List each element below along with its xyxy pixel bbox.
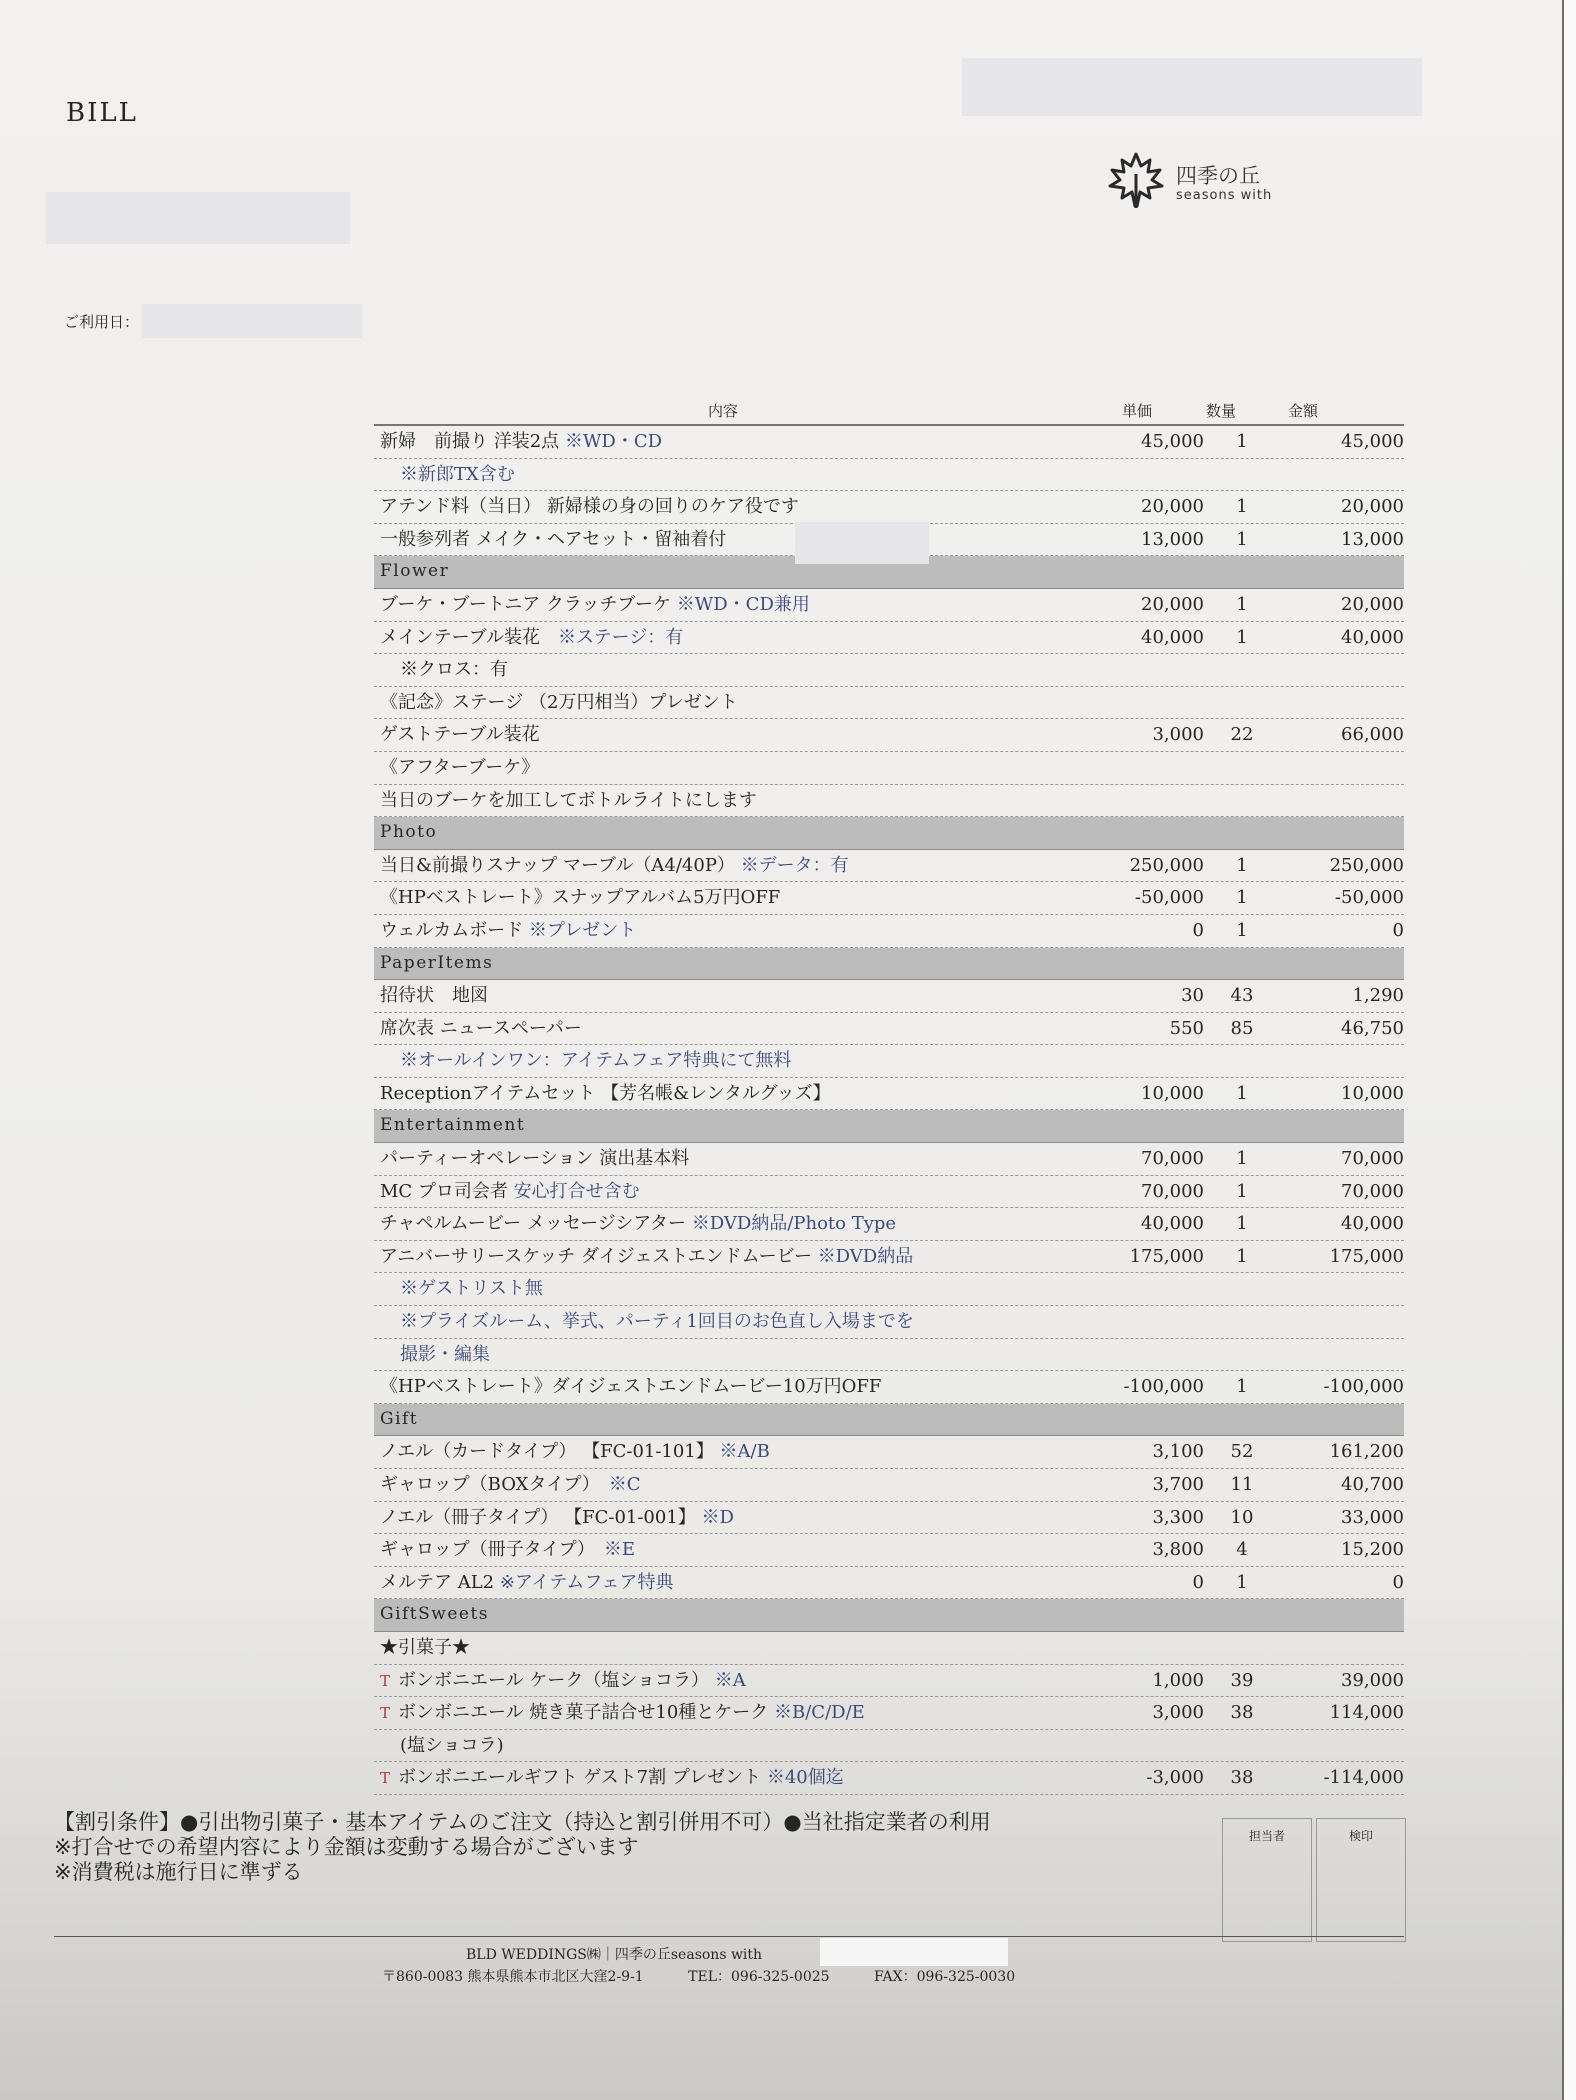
quantity: 1 (1236, 431, 1248, 452)
row-text: ボンボニエール 焼き菓子詰合せ10種とケーク (398, 1702, 775, 1724)
row-text: 席次表 ニュースペーパー (380, 1017, 582, 1039)
quantity: 1 (1236, 626, 1248, 648)
row-text: 《記念》ステージ （2万円相当）プレゼント (380, 691, 738, 713)
row-description (380, 1436, 770, 1468)
row-note: ※プレゼント (529, 919, 637, 941)
row-note: ※WD・CD兼用 (676, 593, 810, 615)
table-row (374, 915, 1404, 948)
row-text: Gift (380, 1408, 419, 1429)
row-note: ※データ：有 (740, 854, 849, 876)
section-header (374, 817, 1404, 850)
amount: 0 (1392, 1571, 1404, 1593)
table-row (374, 1697, 1404, 1730)
quantity: 1 (1236, 1245, 1248, 1267)
row-text: ノエル（カードタイプ） 【FC-01-101】 (380, 1441, 720, 1463)
quantity: 11 (1230, 1474, 1254, 1495)
quantity: 1 (1236, 919, 1248, 941)
row-text: ボンボニエールギフト ゲスト7割 プレゼント (398, 1767, 767, 1789)
quantity: 1 (1236, 496, 1248, 518)
amount: 39,000 (1341, 1669, 1404, 1691)
row-note: ※ステージ：有 (558, 626, 684, 648)
table-header (374, 394, 1404, 426)
quantity: 43 (1230, 985, 1254, 1007)
quantity: 39 (1230, 1669, 1254, 1691)
section-header (374, 948, 1404, 981)
table-row (374, 589, 1404, 622)
unit-price: 0 (1192, 1571, 1204, 1593)
row-text: 一般参列者 メイク・ヘアセット・留袖着付 (380, 528, 727, 550)
table-row (374, 850, 1404, 883)
unit-price: 175,000 (1129, 1245, 1204, 1267)
table-row (374, 1567, 1404, 1600)
row-text: アニバーサリースケッチ ダイジェストエンドムービー (380, 1245, 818, 1267)
row-description (380, 1534, 635, 1566)
table-row (374, 1534, 1404, 1567)
table-row (374, 752, 1404, 785)
discount-terms (54, 1810, 991, 1885)
unit-price: 40,000 (1141, 626, 1204, 648)
unit-price: 20,000 (1141, 593, 1204, 615)
unit-price: -100,000 (1123, 1376, 1204, 1398)
amount: 114,000 (1329, 1702, 1404, 1724)
row-description (380, 1208, 896, 1240)
table-row (374, 1208, 1404, 1241)
row-note: ※40個迄 (766, 1767, 844, 1789)
terms-line: 【割引条件】●引出物引菓子・基本アイテムのご注文（持込と割引併用不可）●当社指定業者の利用 (54, 1810, 991, 1834)
footer-address: 〒860-0083 熊本県熊本市北区大窪2-9-1 (382, 1969, 644, 1985)
table-row (374, 1762, 1404, 1795)
footer-divider (54, 1936, 1404, 1937)
quantity: 1 (1236, 887, 1248, 909)
redaction-block (142, 304, 362, 338)
footer-contact (382, 1966, 1055, 1986)
tax-mark: T (380, 1671, 391, 1690)
amount: -114,000 (1323, 1767, 1404, 1789)
row-text: パーティーオペレーション 演出基本料 (380, 1148, 690, 1170)
amount: 20,000 (1341, 496, 1404, 518)
quantity: 1 (1236, 1180, 1248, 1202)
amount: 161,200 (1329, 1441, 1404, 1463)
row-description (400, 1045, 791, 1077)
sign-box-seal (1316, 1818, 1406, 1942)
table-row (374, 622, 1404, 655)
redaction-block (795, 522, 929, 564)
table-row (374, 1665, 1404, 1698)
table-row (374, 426, 1404, 459)
unit-price: -3,000 (1146, 1767, 1204, 1789)
row-text: ウェルカムボード (380, 919, 530, 941)
row-description (380, 491, 799, 523)
row-description (380, 622, 683, 654)
redaction-block (820, 1938, 1008, 1966)
column-header-amount: 金額 (1288, 402, 1319, 420)
footer-fax: FAX：096-325-0030 (874, 1969, 1016, 1985)
tax-mark: T (380, 1769, 391, 1788)
row-text: (塩ショコラ) (400, 1734, 504, 1756)
quantity: 1 (1236, 1148, 1248, 1170)
table-row (374, 1632, 1404, 1665)
row-description (380, 980, 488, 1012)
row-text: 撮影・編集 (400, 1343, 490, 1365)
amount: 0 (1392, 919, 1404, 941)
section-header (374, 1599, 1404, 1632)
row-description (380, 948, 493, 980)
table-row (374, 1371, 1404, 1404)
unit-price: 40,000 (1141, 1213, 1204, 1235)
logo-subtext: seasons with (1176, 188, 1273, 203)
row-description (380, 882, 780, 914)
quantity: 4 (1236, 1539, 1248, 1561)
row-note: ※E (603, 1539, 636, 1561)
row-description (380, 1176, 640, 1208)
row-text: アテンド料（当日） 新婦様の身の回りのケア役です (380, 496, 799, 518)
table-row (374, 1176, 1404, 1209)
unit-price: 550 (1169, 1017, 1204, 1039)
quantity: 1 (1236, 1571, 1248, 1593)
row-text: ギャロップ（BOXタイプ） (380, 1474, 609, 1495)
unit-price: 10,000 (1141, 1082, 1204, 1104)
note-row (374, 1045, 1404, 1078)
table-row (374, 1078, 1404, 1111)
row-note: ※A (714, 1669, 746, 1691)
row-text: チャペルムービー メッセージシアター (380, 1213, 692, 1235)
unit-price: 3,000 (1152, 1702, 1204, 1724)
table-row (374, 1241, 1404, 1274)
column-header-desc: 内容 (708, 402, 739, 420)
paper-edge (1562, 0, 1576, 2100)
amount: 13,000 (1341, 528, 1404, 550)
table-row (374, 687, 1404, 720)
unit-price: 70,000 (1141, 1148, 1204, 1170)
row-description (380, 1502, 734, 1534)
row-note: ※DVD納品/Photo Type (691, 1213, 897, 1235)
row-text: Photo (380, 822, 438, 843)
redaction-block (46, 192, 350, 244)
usage-date-label: ご利用日： (64, 313, 140, 331)
bill-table (374, 394, 1404, 1795)
note-row (374, 1339, 1404, 1372)
column-header-unit: 単価 (1122, 402, 1153, 420)
row-description (400, 1306, 914, 1338)
row-text: ブーケ・ブートニア クラッチブーケ (380, 593, 677, 615)
row-description (380, 1110, 525, 1142)
amount: 46,750 (1341, 1017, 1404, 1039)
row-text: 《HPベストレート》ダイジェストエンドムービー10万円OFF (380, 1376, 882, 1398)
amount: 70,000 (1341, 1148, 1404, 1170)
row-description (380, 426, 662, 458)
amount: 40,700 (1341, 1474, 1404, 1495)
table-row (374, 1143, 1404, 1176)
row-text: ボンボニエール ケーク（塩ショコラ） (398, 1669, 715, 1691)
row-description (400, 1339, 490, 1371)
footer-tel: TEL：096-325-0025 (688, 1969, 830, 1985)
unit-price: 45,000 (1141, 431, 1204, 452)
table-body (374, 426, 1404, 1795)
row-text: ゲストテーブル装花 (380, 724, 540, 746)
row-description (380, 785, 757, 817)
quantity: 85 (1230, 1017, 1254, 1039)
table-row (374, 1469, 1404, 1502)
table-row (374, 980, 1404, 1013)
row-description (380, 1013, 582, 1045)
row-note: ※C (608, 1474, 641, 1495)
quantity: 1 (1236, 593, 1248, 615)
row-description (380, 1632, 470, 1664)
row-description (400, 459, 515, 491)
row-note: ※D (701, 1506, 734, 1528)
tax-mark: T (380, 1704, 391, 1723)
row-note: ※B/C/D/E (774, 1702, 865, 1724)
note-row (374, 654, 1404, 687)
unit-price: 70,000 (1141, 1180, 1204, 1202)
unit-price: 13,000 (1141, 528, 1204, 550)
note-row (374, 1306, 1404, 1339)
row-text: 当日のブーケを加工してボトルライトにします (380, 789, 757, 811)
unit-price: 30 (1181, 985, 1204, 1007)
quantity: 38 (1230, 1767, 1254, 1789)
row-description (380, 589, 810, 621)
sign-box-staff (1222, 1818, 1312, 1942)
row-description (380, 1404, 418, 1436)
sign-box-label: 担当者 (1248, 1829, 1285, 1843)
row-text: 当日&前撮りスナップ マーブル（A4/40P） (380, 854, 741, 876)
row-description (380, 1241, 913, 1273)
amount: 175,000 (1329, 1245, 1404, 1267)
row-description (380, 1665, 746, 1698)
table-row (374, 719, 1404, 752)
table-row (374, 882, 1404, 915)
row-text: ※クロス：有 (400, 659, 508, 681)
row-description (380, 1078, 831, 1110)
row-text: ギャロップ（冊子タイプ） (380, 1539, 604, 1561)
amount: 15,200 (1341, 1539, 1404, 1561)
row-description (400, 1273, 543, 1305)
row-text: Receptionアイテムセット 【芳名帳&レンタルグッズ】 (380, 1082, 831, 1104)
row-note: ※アイテムフェア特典 (499, 1571, 674, 1593)
quantity: 52 (1230, 1441, 1254, 1463)
unit-price: 0 (1192, 919, 1204, 941)
section-header (374, 1110, 1404, 1143)
amount: 10,000 (1341, 1082, 1404, 1104)
amount: -50,000 (1334, 887, 1404, 909)
row-text: 新婦 前撮り 洋装2点 (380, 431, 565, 452)
row-text: ※プライズルーム、挙式、パーティ1回目のお色直し入場までを (400, 1311, 914, 1333)
row-description (380, 1371, 881, 1403)
amount: -100,000 (1323, 1376, 1404, 1398)
note-row (374, 1273, 1404, 1306)
amount: 70,000 (1341, 1180, 1404, 1202)
unit-price: 3,300 (1152, 1506, 1204, 1528)
quantity: 1 (1236, 1082, 1248, 1104)
row-text: メルテア AL2 (380, 1571, 500, 1593)
amount: 40,000 (1341, 1213, 1404, 1235)
row-text: 《HPベストレート》スナップアルバム5万円OFF (380, 887, 781, 909)
unit-price: 3,800 (1152, 1539, 1204, 1561)
row-text: 《アフターブーケ》 (380, 756, 540, 778)
row-description (380, 719, 540, 751)
row-note: ※DVD納品 (817, 1245, 914, 1267)
quantity: 1 (1236, 854, 1248, 876)
row-description (380, 850, 849, 882)
section-header (374, 1404, 1404, 1437)
row-description (380, 687, 738, 719)
amount: 40,000 (1341, 626, 1404, 648)
row-note: 安心打合せ含む (513, 1180, 640, 1202)
quantity: 38 (1230, 1702, 1254, 1724)
amount: 33,000 (1341, 1506, 1404, 1528)
row-description (380, 915, 636, 947)
row-text: ※ゲストリスト無 (400, 1278, 543, 1300)
amount: 250,000 (1329, 854, 1404, 876)
quantity: 1 (1236, 1376, 1248, 1398)
unit-price: 20,000 (1141, 496, 1204, 518)
note-row (374, 459, 1404, 492)
terms-line: ※打合せでの希望内容により金額は変動する場合がございます (54, 1835, 639, 1859)
unit-price: 3,000 (1152, 724, 1204, 746)
unit-price: -50,000 (1134, 887, 1204, 909)
note-row (374, 1730, 1404, 1763)
maple-leaf-icon (1104, 150, 1168, 210)
footer-company: BLD WEDDINGS㈱｜四季の丘seasons with (466, 1947, 763, 1963)
row-description (380, 1143, 689, 1175)
quantity: 1 (1236, 528, 1248, 550)
logo-text: 四季の丘 (1176, 164, 1260, 188)
unit-price: 3,100 (1152, 1441, 1204, 1463)
amount: 20,000 (1341, 593, 1404, 615)
document-title: BILL (66, 98, 138, 128)
row-description (400, 1730, 504, 1762)
table-row (374, 1013, 1404, 1046)
row-description (380, 1567, 674, 1599)
row-text: ※オールインワン：アイテムフェア特典にて無料 (400, 1050, 792, 1072)
row-description (380, 1697, 865, 1730)
company-logo (1104, 150, 1284, 212)
table-row (374, 491, 1404, 524)
row-text: 招待状 地図 (380, 985, 488, 1007)
row-description (380, 556, 449, 588)
row-description (380, 752, 539, 784)
terms-line: ※消費税は施行日に準ずる (54, 1860, 303, 1884)
unit-price: 3,700 (1152, 1474, 1204, 1495)
row-description (380, 817, 437, 849)
unit-price: 1,000 (1152, 1669, 1204, 1691)
redaction-block (962, 58, 1422, 116)
row-description (380, 1469, 641, 1501)
row-text: ★引菓子★ (380, 1636, 470, 1658)
amount: 1,290 (1352, 985, 1404, 1007)
row-text: MC プロ司会者 (380, 1180, 514, 1202)
quantity: 1 (1236, 1213, 1248, 1235)
row-note: ※A/B (719, 1441, 770, 1463)
row-description (380, 1599, 489, 1631)
row-description (380, 1762, 844, 1795)
row-text: ※新郎TX含む (400, 463, 515, 485)
table-row (374, 1502, 1404, 1535)
sign-box-label: 検印 (1348, 1829, 1373, 1843)
row-text: Flower (380, 561, 450, 582)
row-note: ※WD・CD (564, 431, 663, 452)
row-text: Entertainment (380, 1115, 526, 1136)
amount: 45,000 (1341, 431, 1404, 452)
column-header-qty: 数量 (1206, 402, 1237, 420)
row-text: GiftSweets (380, 1604, 490, 1625)
table-row (374, 785, 1404, 818)
quantity: 22 (1230, 724, 1254, 746)
row-description (380, 524, 726, 556)
table-row (374, 1436, 1404, 1469)
row-description (400, 654, 508, 686)
quantity: 10 (1230, 1506, 1254, 1528)
row-text: メインテーブル装花 (380, 626, 559, 648)
row-text: ノエル（冊子タイプ） 【FC-01-001】 (380, 1506, 702, 1528)
amount: 66,000 (1341, 724, 1404, 746)
unit-price: 250,000 (1129, 854, 1204, 876)
row-text: PaperItems (380, 952, 494, 973)
